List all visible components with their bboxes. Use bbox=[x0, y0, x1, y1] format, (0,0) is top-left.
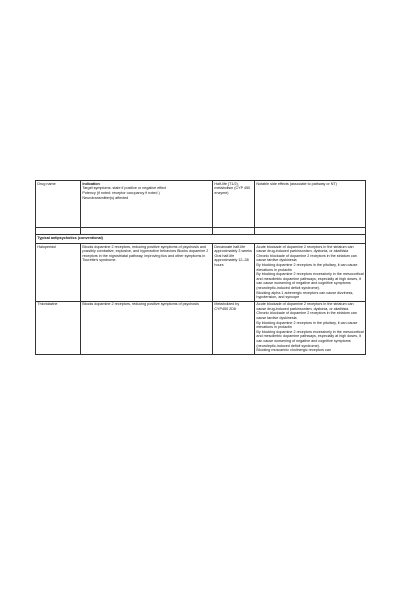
header-indication bbox=[81, 181, 213, 228]
side-effect-item: Blocking muscarinic cholinergic receptors can bbox=[256, 348, 331, 353]
side-effect-item: Blocking alpha 1 adrenergic receptors can cause dizziness, hypotension, and syncope bbox=[256, 290, 354, 300]
header-drug-name: Drug name bbox=[36, 181, 81, 228]
spacer-cell bbox=[255, 227, 366, 235]
spacer-cell bbox=[81, 227, 213, 235]
half-life-cell: Decanoate half-life approximately 3 weeks Oral half-life approximately 12–38 hours bbox=[213, 243, 255, 301]
header-indication-title: Indication bbox=[82, 181, 100, 186]
half-life-cell: Metabolized by CYP450 2D6 bbox=[213, 301, 255, 354]
side-effect-item: Chronic blockade of dopamine 2 receptors in the striatum can cause tardive dyskinesia bbox=[256, 253, 357, 263]
spacer-cell bbox=[213, 227, 255, 235]
table-row bbox=[36, 301, 366, 354]
header-half-life: Half-life (T1/2), metabolism (CYP 450 enzyme) bbox=[213, 181, 255, 228]
header-side-effects: Notable side effects (associate to pathway or NT) bbox=[255, 181, 366, 228]
indication-cell: Blocks dopamine 2 receptors, reducing positive symptoms of psychosis and possibly combative, explosive, and hyperactive behaviors Blocks dopamine 2 receptors in the nigrostriatal pathway, improving tics and other symptoms in Tourette's syndrome. bbox=[81, 243, 213, 301]
spacer-row bbox=[36, 227, 366, 235]
side-effect-item: Acute blockade of dopamine 2 receptors in the striatum can cause drug-induced parkinsonism, dystonia, or akathisia bbox=[256, 244, 354, 254]
spacer-cell bbox=[36, 227, 81, 235]
side-effect-item: Acute blockade of dopamine 2 receptors in the striatum can cause drug-induced parkinsonism, dystonia, or akathisia. bbox=[256, 302, 354, 311]
header-indication-line: Potency (if noted: receptor occupancy if noted ) bbox=[82, 190, 160, 195]
drug-name-cell: Haloperidol bbox=[36, 243, 81, 301]
side-effect-item: Chronic blockade of dopamine 2 receptors in the striatum can cause tardive dyskinesia bbox=[256, 311, 357, 321]
table-row bbox=[36, 243, 366, 301]
side-effect-item: By blocking dopamine 2 receptors excessively in the mesocortical and mesolimbic dopamine pathways, especially at high doses, it can cause worsening of negative and cognitive symptoms (neuroleptic-induced deficit syndrome). bbox=[256, 329, 364, 348]
header-indication-line: Target symptoms: state if positive or negative effect bbox=[82, 186, 167, 191]
side-effect-item: By blocking dopamine 2 receptors in the pituitary, it can cause elevations in prolactin bbox=[256, 320, 358, 330]
table-header-row bbox=[36, 181, 366, 228]
section-header-row bbox=[36, 235, 366, 244]
drug-name-cell: Thioridazine bbox=[36, 301, 81, 354]
antipsychotic-drug-table bbox=[35, 180, 366, 355]
side-effect-item: By blocking dopamine 2 receptors in the pituitary, it can cause elevations in prolactin bbox=[256, 262, 358, 272]
header-indication-line: Neurotransmitter(s) affected bbox=[82, 195, 129, 200]
side-effects-cell bbox=[255, 301, 366, 354]
section-title: Typical antipsychotics (conventional) bbox=[36, 235, 366, 244]
indication-cell: Blocks dopamine 2 receptors, reducing positive symptoms of psychosis bbox=[81, 301, 213, 354]
side-effects-cell bbox=[255, 243, 366, 301]
side-effect-item: By blocking dopamine 2 receptors excessively in the mesocortical and mesolimbic dopamine pathways, especially at high doses, it can cause worsening of negative and cognitive symptoms (neuroleptic-induced deficit syndrome). bbox=[256, 272, 364, 290]
